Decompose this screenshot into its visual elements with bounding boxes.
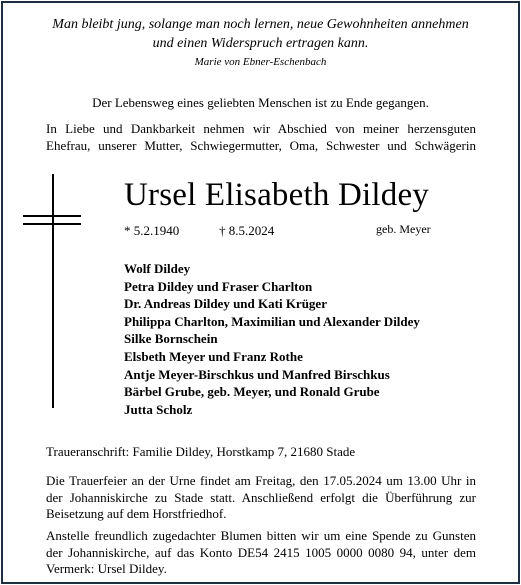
mourners-list xyxy=(124,260,420,418)
cross-icon-vertical xyxy=(52,174,54,408)
intro-paragraph xyxy=(46,120,476,154)
maiden-name: geb. Meyer xyxy=(376,222,431,236)
cross-icon-bar-lower xyxy=(23,223,81,225)
motto-quote xyxy=(3,15,518,53)
quote-author: Marie von Ebner-Eschenbach xyxy=(194,56,327,68)
intro-line-2: In Liebe und Dankbarkeit nehmen wir Abschied von meiner herzensguten xyxy=(46,121,476,136)
mourning-address: Traueranschrift: Familie Dildey, Horstkamp 7, 21680 Stade xyxy=(46,444,356,459)
mourner-item: Dr. Andreas Dildey und Kati Krüger xyxy=(124,296,327,312)
death-date: † 8.5.2024 xyxy=(219,223,275,238)
deceased-name: Ursel Elisabeth Dildey xyxy=(124,177,429,213)
mourner-item: Antje Meyer-Birschkus und Manfred Birschkus xyxy=(124,366,390,382)
motto-line-1: Man bleibt jung, solange man noch lernen, neue Gewohnheiten annehmen xyxy=(52,17,469,32)
mourner-item: Wolf Dildey xyxy=(124,261,191,276)
motto-line-2: und einen Widerspruch ertragen kann. xyxy=(152,36,369,51)
intro-line-3: Ehefrau, unserer Mutter, Schwiegermutter, Oma, Schwester und Schwägerin xyxy=(46,138,476,153)
obituary-card xyxy=(1,1,520,584)
funeral-notice: Die Trauerfeier an der Urne findet am Freitag, den 17.05.2024 um 13.00 Uhr in der Johanniskirche zu Stade statt. Anschließend erfolgt die Überführung zur Beisetzung auf dem Horstfriedhof. xyxy=(46,473,476,521)
mourner-item: Philippa Charlton, Maximilian und Alexander Dildey xyxy=(124,313,420,329)
mourner-item: Petra Dildey und Fraser Charlton xyxy=(124,278,313,294)
mourner-item: Silke Bornschein xyxy=(124,331,218,347)
birth-date: * 5.2.1940 xyxy=(124,223,180,238)
donation-notice: Anstelle freundlich zugedachter Blumen bitten wir um eine Spende zu Gunsten der Johanniskirche, auf das Konto DE54 2415 1005 0000 0080 94, unter dem Vermerk: Ursel Dildey. xyxy=(46,528,476,576)
mourner-item: Elsbeth Meyer und Franz Rothe xyxy=(124,348,303,364)
intro-line: Der Lebensweg eines geliebten Menschen ist zu Ende gegangen. xyxy=(92,95,429,110)
mourner-item: Bärbel Grube, geb. Meyer, und Ronald Grube xyxy=(124,384,380,400)
cross-icon-bar-upper xyxy=(23,215,81,217)
mourner-item: Jutta Scholz xyxy=(124,401,193,417)
